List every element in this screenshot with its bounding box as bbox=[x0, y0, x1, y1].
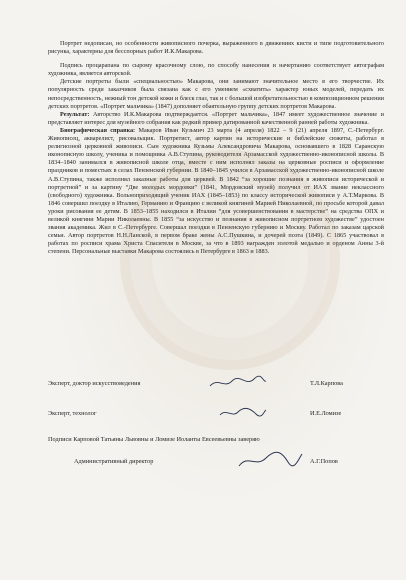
director-label: Административный директор bbox=[74, 458, 154, 465]
expert-2-name: И.Е.Ломизе bbox=[310, 410, 342, 417]
expert-1-name: Т.Л.Карпова bbox=[310, 380, 343, 387]
signature-scribble-2 bbox=[218, 405, 268, 421]
paragraph-biography: Биографическая справка: Макаров Иван Кузьмич 23 марта (4 апреля) 1822 – 9 (21) апреля 1897, С.-Петербург. Живописец, акварелист, рисовальщик. Портретист, автор картин на исторические и библейские сюжеты, работал в религиозной церковной живописи. Сын художника Кузьмы Александровича Макарова, основавшего в 1828 Саранскую иконописную школу, ученика и помощника А.В.Ступина, руководителя Арзамасской художественно-иконописной школы. В 1834–1840 занимался в живописной школе отца, вместе с ним исполнял заказы на церковные росписи и оформление праздников и поместьях в селах Пензенской губернии. В 1840–1845 учился в Арзамасской художественно-иконописной школе А.В.Ступина, также исполнял заказные работы для церквей. В 1842 “за хорошие познания в живописи исторической и портретной” и за картину “Две молодых мордовки” (1841, Мордовский музей) получил от ИАХ звание неклассного (свободного) художника. Вольноприходящий ученик ИАХ (1845–1853) по классу исторической живописи у А.Т.Маркова. В 1846 совершил поездку в Италию, Германию и Францию с великой княгиней Марией Николаевной, по просьбе которой давал уроки рисования ее детям. В 1853–1855 находился в Италии “для усовершенствования в мастерстве” на средства ОПХ и великой княгини Марии Николаевны. В 1855 “за искусство и познания в живописном портретном художестве” удостоен звания академика. Жил в С.-Петербурге. Совершал поездки в Пензенскую губернию и Москву. Работал по заказам царской семьи. Автор портретов Н.Н.Ланской, в первом браке жены А.С.Пушкина, и дочерей поэта (1849). С 1865 участвовал в работах по росписи храма Христа Спасителя в Москве, за что в 1893 награжден золотой медалью и орденом Анны 3-й степени. Персональные выставки Макарова состоялись в Петербурге в 1863 и 1883. bbox=[48, 126, 384, 256]
certify-text: Подписи Карповой Татьяны Львовны и Ломизе Иоланты Евсеевьевны заверяю bbox=[48, 436, 260, 443]
certification-line bbox=[48, 436, 388, 446]
expert-1-label: Эксперт, доктор искусствоведения bbox=[48, 380, 141, 387]
expert-2-label: Эксперт, технолог bbox=[48, 410, 97, 417]
signature-scribble-1 bbox=[208, 375, 268, 391]
result-lead: Результат: bbox=[60, 110, 90, 118]
signature-expert-1 bbox=[48, 380, 388, 390]
paragraph-result: Результат: Авторство И.К.Макарова подтверждается. «Портрет мальчика», 1847 имеет художественное значение и представляет интерес для музейного собрания как редкий пример датированной качественной ранней работы художника. bbox=[48, 110, 384, 126]
signature-scribble-director bbox=[236, 450, 304, 472]
body-text bbox=[48, 40, 384, 256]
paragraph-1: Портрет недописан, но особенности живописного почерка, выраженного в движениях кисти и типе подготовительного рисунка, характерны для бесспорных работ И.К.Макарова. bbox=[48, 40, 384, 56]
director-name: А.Г.Попов bbox=[310, 458, 338, 465]
paragraph-3: Детские портреты были «специальностью» Макарова, они занимают значительное место в его творчестве. Их популярность среди заказчиков была связана как с его умением «схватить» характер юных моделей, передать их непосредственность, нежный тон детской кожи и блеск глаз, так и с большой изобретательностью в композиционном решении детских портретов. «Портрет мальчика» (1847) дополняет обаятельную группу детских портретов Макарова. bbox=[48, 78, 384, 110]
biography-lead: Биографическая справка: bbox=[60, 126, 136, 134]
paragraph-2: Подпись процарапана по сырому красочному слою, по способу нанесения и начертанию соответствует автографам художника, является авторской. bbox=[48, 62, 384, 78]
signature-expert-2 bbox=[48, 410, 388, 420]
signature-director bbox=[48, 458, 388, 468]
